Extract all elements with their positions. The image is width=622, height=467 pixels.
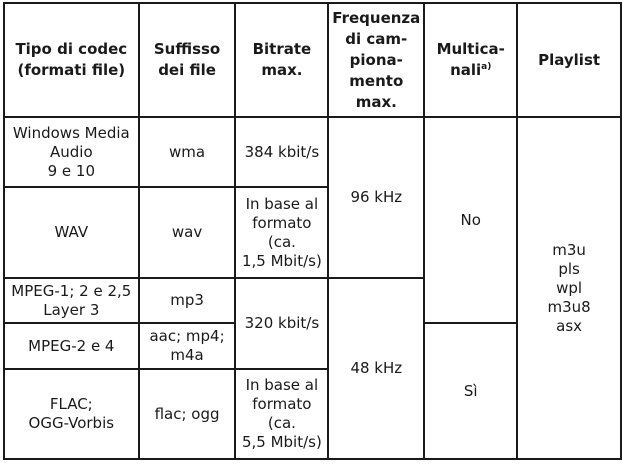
cell-suffix: wav — [139, 187, 236, 278]
cell-suffix: mp3 — [139, 278, 236, 323]
cell-codec: MPEG-1; 2 e 2,5 Layer 3 — [4, 278, 139, 323]
header-bitrate: Bitrate max. — [235, 3, 328, 117]
cell-suffix: aac; mp4; m4a — [139, 323, 236, 369]
cell-suffix: wma — [139, 117, 236, 187]
cell-playlist: m3u pls wpl m3u8 asx — [517, 117, 621, 459]
cell-codec: FLAC; OGG-Vorbis — [4, 369, 139, 459]
footnote-marker: a) — [481, 62, 492, 72]
cell-bitrate: 384 kbit/s — [235, 117, 328, 187]
cell-bitrate: In base al formato (ca. 5,5 Mbit/s) — [235, 369, 328, 459]
header-playlist: Playlist — [517, 3, 621, 117]
cell-frequency-48: 48 kHz — [328, 278, 424, 459]
header-codec: Tipo di codec (formati file) — [4, 3, 139, 117]
table-row — [4, 117, 621, 187]
header-multichannel: Multica- nali$^{a)}$ — [424, 3, 517, 117]
cell-codec: WAV — [4, 187, 139, 278]
header-frequency: Frequenza di cam- piona- mento max. — [328, 3, 424, 117]
cell-multichannel-si: Sì — [424, 323, 517, 459]
cell-bitrate: In base al formato (ca. 1,5 Mbit/s) — [235, 187, 328, 278]
cell-multichannel-no: No — [424, 117, 517, 323]
cell-suffix: flac; ogg — [139, 369, 236, 459]
header-suffix: Suffisso dei file — [139, 3, 236, 117]
cell-frequency-96: 96 kHz — [328, 117, 424, 278]
codec-table — [3, 2, 622, 460]
cell-bitrate-320: 320 kbit/s — [235, 278, 328, 369]
cell-codec: Windows Media Audio 9 e 10 — [4, 117, 139, 187]
header-row — [4, 3, 621, 117]
cell-codec: MPEG-2 e 4 — [4, 323, 139, 369]
